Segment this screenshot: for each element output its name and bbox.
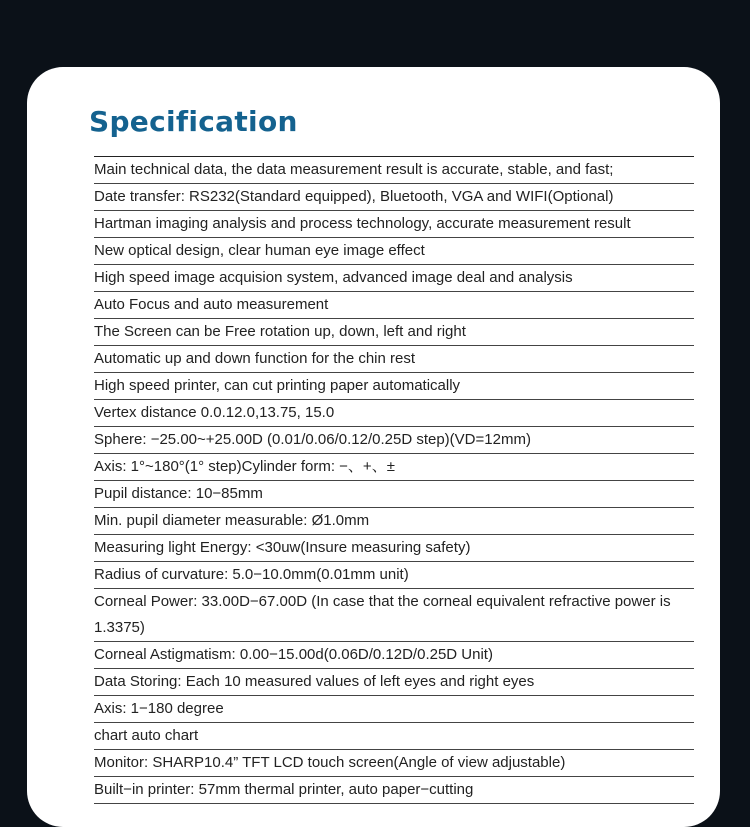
- spec-row: High speed image acquision system, advanced image deal and analysis: [94, 265, 694, 292]
- spec-row: Axis: 1°~180°(1° step)Cylinder form: −、+、±: [94, 454, 694, 481]
- page-title: Specification: [89, 105, 298, 138]
- spec-row: Auto Focus and auto measurement: [94, 292, 694, 319]
- spec-row: Radius of curvature: 5.0−10.0mm(0.01mm unit): [94, 562, 694, 589]
- spec-row: Min. pupil diameter measurable: Ø1.0mm: [94, 508, 694, 535]
- spec-row: Measuring light Energy: <30uw(Insure measuring safety): [94, 535, 694, 562]
- spec-row: Main technical data, the data measurement result is accurate, stable, and fast;: [94, 157, 694, 184]
- spec-row: Corneal Power: 33.00D−67.00D (In case that the corneal equivalent refractive power is 1.3375): [94, 589, 694, 642]
- spec-list: [94, 156, 694, 804]
- spec-row: Pupil distance: 10−85mm: [94, 481, 694, 508]
- spec-card: [27, 67, 720, 827]
- spec-row: The Screen can be Free rotation up, down, left and right: [94, 319, 694, 346]
- spec-row: Hartman imaging analysis and process technology, accurate measurement result: [94, 211, 694, 238]
- spec-row: High speed printer, can cut printing paper automatically: [94, 373, 694, 400]
- spec-row: Date transfer: RS232(Standard equipped), Bluetooth, VGA and WIFI(Optional): [94, 184, 694, 211]
- spec-row: Automatic up and down function for the chin rest: [94, 346, 694, 373]
- spec-row: Data Storing: Each 10 measured values of left eyes and right eyes: [94, 669, 694, 696]
- spec-row: Built−in printer: 57mm thermal printer, auto paper−cutting: [94, 777, 694, 804]
- spec-row: Axis: 1−180 degree: [94, 696, 694, 723]
- spec-row: Corneal Astigmatism: 0.00−15.00d(0.06D/0.12D/0.25D Unit): [94, 642, 694, 669]
- spec-row: Monitor: SHARP10.4” TFT LCD touch screen(Angle of view adjustable): [94, 750, 694, 777]
- spec-row: Vertex distance 0.0.12.0,13.75, 15.0: [94, 400, 694, 427]
- spec-row: chart auto chart: [94, 723, 694, 750]
- spec-row: Sphere: −25.00~+25.00D (0.01/0.06/0.12/0.25D step)(VD=12mm): [94, 427, 694, 454]
- spec-row: New optical design, clear human eye image effect: [94, 238, 694, 265]
